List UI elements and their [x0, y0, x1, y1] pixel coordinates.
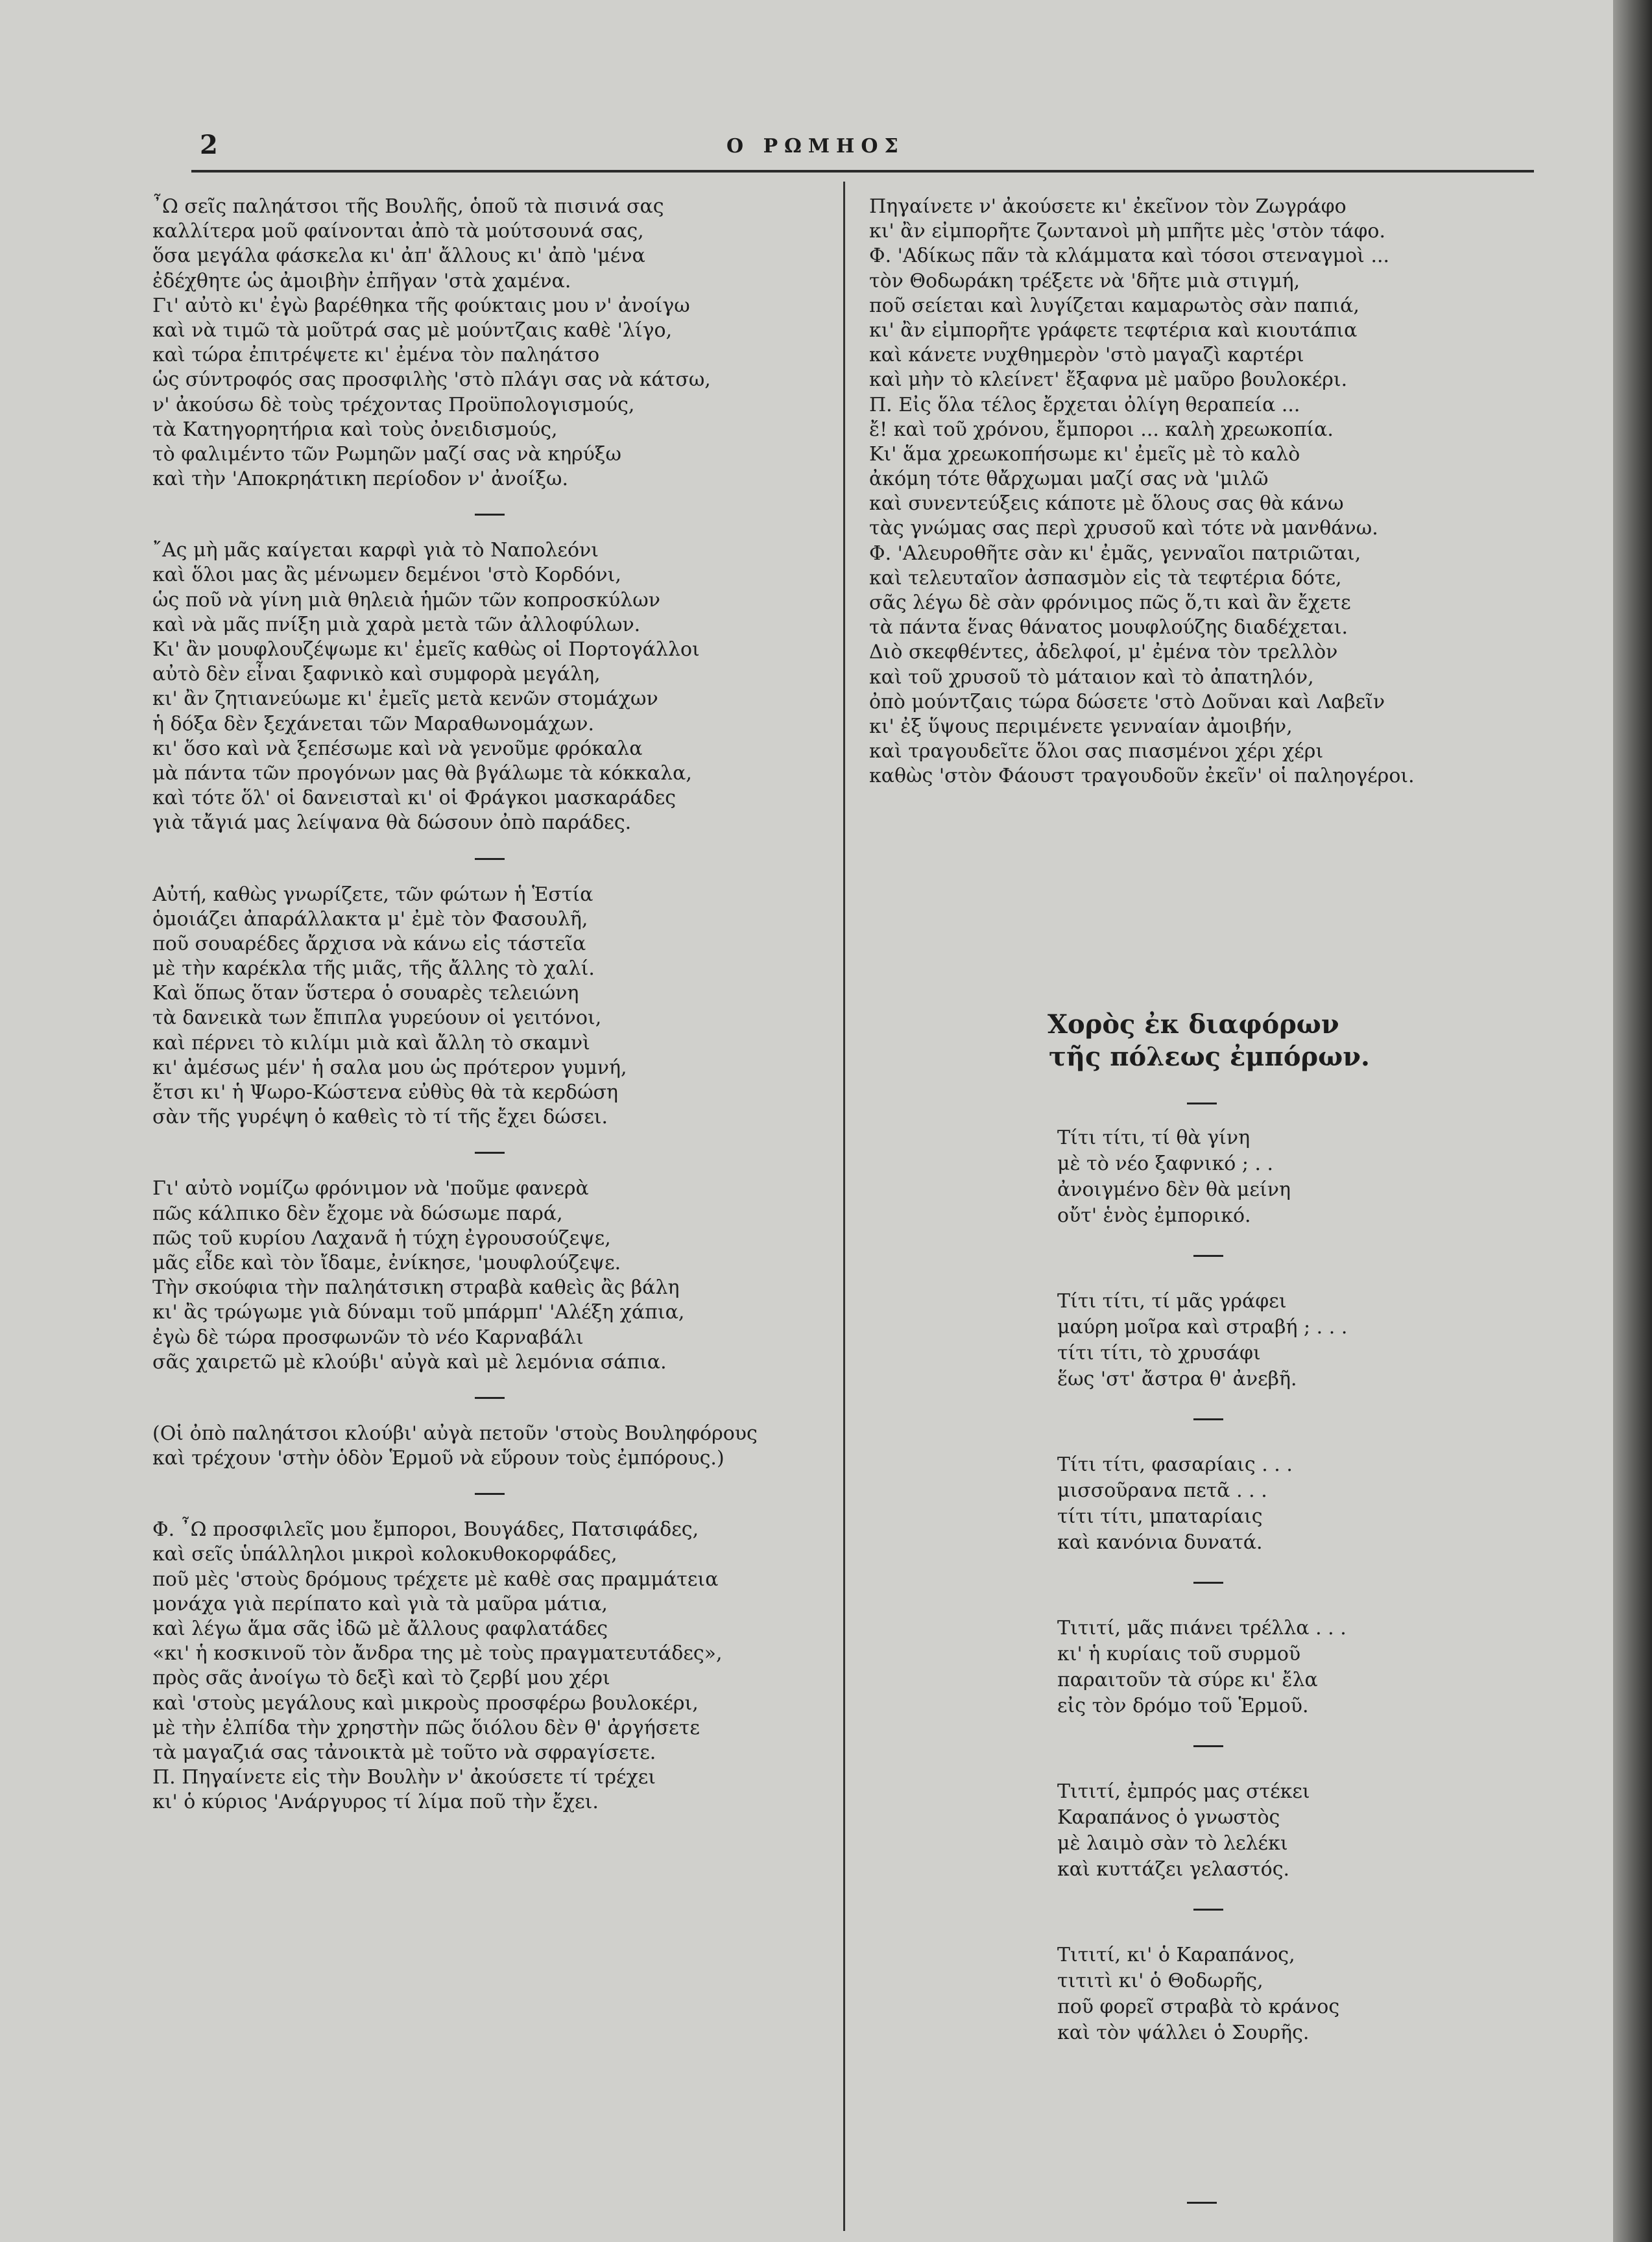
verse-line: καὶ τὴν 'Αποκρηάτικη περίοδον ν' ἀνοίξω. [152, 468, 569, 491]
verse-line: Φ. ῏Ω προσφιλεῖς μου ἔμποροι, Βουγάδες, Πατσιφάδες, [152, 1518, 699, 1542]
verse-line: πῶς κάλπικο δὲν ἔχομε νὰ δώσωμε παρά, [152, 1202, 563, 1225]
verse-line: κι' ἂς τρώγωμε γιὰ δύναμι τοῦ μπάρμπ' 'Αλέξη χάπια, [152, 1301, 685, 1324]
verse-line: Αὐτή, καθὼς γνωρίζετε, τῶν φώτων ἡ Ἑστία [152, 883, 593, 906]
verse-line: σὰν τῆς γυρέψη ὁ καθεὶς τὸ τί τῆς ἔχει δώσει. [152, 1106, 608, 1129]
verse-line: κι' ἀμέσως μέν' ἡ σαλα μου ὡς πρότερον γυμνή, [152, 1056, 627, 1079]
verse-line: ὁμοιάζει ἀπαράλλακτα μ' ἐμὲ τὸν Φασουλῆ, [152, 907, 588, 931]
verse-line: Τὴν σκούφια τὴν παληάτσικη στραβὰ καθεὶς ἂς βάλη [152, 1276, 680, 1300]
verse-line: τὸν Θοδωράκη τρέξετε νὰ 'δῆτε μιὰ στιγμή, [869, 269, 1300, 292]
chorus-line: μὲ λαιμὸ σὰν τὸ λελέκι [1057, 1832, 1288, 1855]
chorus-line: καὶ κανόνια δυνατά. [1057, 1531, 1263, 1554]
verse-line: καὶ τώρα ἐπιτρέψετε κι' ἐμένα τὸν παληάτσο [152, 344, 600, 367]
page-binding-edge [1613, 0, 1652, 2242]
verse-line: Φ. 'Αδίκως πᾶν τὰ κλάμματα καὶ τόσοι στεναγμοὶ ... [869, 244, 1390, 268]
stanza-separator [1057, 1883, 1347, 1942]
chorus-line: τίτι τίτι, τὸ χρυσάφι [1057, 1342, 1261, 1365]
verse-line: Κι' ἅμα χρεωκοπήσωμε κι' ἐμεῖς μὲ τὸ καλὸ [869, 442, 1300, 466]
chorus-line: τίτι τίτι, μπαταρίαις [1057, 1505, 1263, 1528]
verse-line: καὶ 'στοὺς μεγάλους καὶ μικροὺς προσφέρω βουλοκέρι, [152, 1691, 699, 1715]
verse-line: μονάχα γιὰ περίπατο καὶ γιὰ τὰ μαῦρα μάτια, [152, 1592, 608, 1616]
verse-line: τὰ Κατηγορητήρια καὶ τοὺς ὀνειδισμούς, [152, 418, 558, 441]
verse-line: Κι' ἂν μουφλουζέψωμε κι' ἐμεῖς καθὼς οἱ Πορτογάλλοι [152, 638, 700, 661]
verse-line: καθὼς 'στὸν Φάουστ τραγουδοῦν ἐκεῖν' οἱ παληογέροι. [869, 765, 1415, 788]
verse-line: Γι' αὐτὸ νομίζω φρόνιμον νὰ 'ποῦμε φανερὰ [152, 1177, 589, 1200]
verse-line: ἡ δόξα δὲν ξεχάνεται τῶν Μαραθωνομάχων. [152, 712, 595, 735]
verse-line: ν' ἀκούσω δὲ τοὺς τρέχοντας Προϋπολογισμούς, [152, 393, 635, 416]
chorus-heading-line-2: τῆς πόλεως ἐμπόρων. [1049, 1042, 1370, 1072]
verse-line: καὶ σεῖς ὑπάλληλοι μικροὶ κολοκυθοκορφάδες, [152, 1543, 617, 1566]
verse-line: καὶ νὰ μᾶς πνίξη μιὰ χαρὰ μετὰ τῶν ἀλλοφύλων. [152, 613, 641, 636]
chorus-line: κι' ἡ κυρίαις τοῦ συρμοῦ [1057, 1643, 1301, 1665]
verse-line: κι' ὅσο καὶ νὰ ξεπέσωμε καὶ νὰ γενοῦμε φρόκαλα [152, 737, 643, 760]
chorus-line: εἰς τὸν δρόμο τοῦ Ἑρμοῦ. [1057, 1695, 1309, 1717]
verse-line: καὶ τραγουδεῖτε ὅλοι σας πιασμένοι χέρι χέρι [869, 740, 1324, 763]
verse-line: ἔ! καὶ τοῦ χρόνου, ἔμποροι ... καλὴ χρεωκοπία. [869, 418, 1334, 441]
chorus-line: παραιτοῦν τὰ σύρε κι' ἔλα [1057, 1669, 1318, 1691]
chorus-stanza [1057, 1289, 1347, 1392]
chorus-stanza [1057, 1779, 1347, 1883]
verse-line: Γι' αὐτὸ κι' ἐγὼ βαρέθηκα τῆς φούκταις μου ν' ἀνοίγω [152, 294, 690, 317]
verse-line: ποῦ μὲς 'στοὺς δρόμους τρέχετε μὲ καθὲ σας πραμμάτεια [152, 1568, 719, 1591]
verse-line: «κι' ἡ κοσκινοῦ τὸν ἄνδρα της μὲ τοὺς πραγματευτάδες», [152, 1642, 723, 1665]
newspaper-title: Ο ΡΩΜΗΟΣ [726, 135, 905, 158]
verse-line: καὶ συνεντεύξεις κάποτε μὲ ὅλους σας θὰ κάνω [869, 492, 1344, 516]
stanza-separator [1057, 1229, 1347, 1289]
verse-line: πῶς τοῦ κυρίου Λαχανᾶ ἡ τύχη ἐγρουσούζεψε, [152, 1226, 611, 1250]
verse-line: ὡς σύντροφός σας προσφιλὴς 'στὸ πλάγι σας νὰ κάτσω, [152, 368, 711, 392]
verse-line: κι' ὁ κύριος 'Ανάργυρος τί λίμα ποῦ τὴν ἔχει. [152, 1791, 599, 1814]
verse-line: καλλίτερα μοῦ φαίνονται ἀπὸ τὰ μούτσουνά σας, [152, 220, 644, 243]
verse-line: ἐγὼ δὲ τώρα προσφωνῶν τὸ νέο Καρναβάλι [152, 1326, 584, 1349]
verse-line: ὅσα μεγάλα φάσκελα κι' ἀπ' ἄλλους κι' ἀπὸ 'μένα [152, 244, 645, 268]
column-divider [843, 182, 845, 2231]
verse-line: τὰ πάντα ἕνας θάνατος μουφλούζης διαδέχεται. [869, 616, 1348, 639]
chorus-line: μαύρη μοῖρα καὶ στραβή ; . . . [1057, 1316, 1348, 1339]
verse-line: ὡς ποῦ νὰ γίνη μιὰ θηλειὰ ἡμῶν τῶν κοπροσκύλων [152, 588, 660, 612]
verse-line: Π. Πηγαίνετε εἰς τὴν Βουλὴν ν' ἀκούσετε τί τρέχει [152, 1766, 656, 1789]
verse-line: τὰ δανεικὰ των ἔπιπλα γυρεύουν οἱ γειτόνοι, [152, 1007, 602, 1030]
section-separator [1187, 2202, 1217, 2204]
chorus-line: Τιτιτί, μᾶς πιάνει τρέλλα . . . [1057, 1617, 1347, 1640]
verse-line: ῎Ας μὴ μᾶς καίγεται καρφὶ γιὰ τὸ Ναπολεόνι [152, 539, 599, 562]
verse-line: τὰς γνώμας σας περὶ χρυσοῦ καὶ τότε νὰ μανθάνω. [869, 517, 1378, 540]
chorus-line: τιτιτὶ κι' ὁ Θοδωρῆς, [1057, 1970, 1263, 1992]
verse-line: καὶ νὰ τιμῶ τὰ μοῦτρά σας μὲ μούντζαις καθὲ 'λίγο, [152, 318, 673, 342]
section-separator [152, 492, 830, 538]
verse-line: κι' ἂν εἰμπορῆτε γράφετε τεφτέρια καὶ κιουτάπια [869, 318, 1358, 342]
verse-line: ὀπὸ μούντζαις τώρα δώσετε 'στὸ Δοῦναι καὶ Λαβεῖν [869, 690, 1385, 713]
chorus-heading-line-1: Χορὸς ἐκ διαφόρων [1047, 1009, 1339, 1040]
verse-line: καὶ τότε ὅλ' οἱ δανεισταὶ κι' οἱ Φράγκοι μασκαράδες [152, 787, 676, 810]
chorus-heading [1047, 1008, 1370, 1073]
chorus-line: Τίτι τίτι, φασαρίαις . . . [1057, 1453, 1293, 1476]
verse-line: κι' ἂν ζητιανεύωμε κι' ἐμεῖς μετὰ κενῶν στομάχων [152, 687, 658, 711]
verse-line: μὲ τὴν ἐλπίδα τὴν χρηστὴν πῶς ὅιόλου δὲν θ' ἀργήσετε [152, 1716, 700, 1739]
verse-line: αὐτὸ δὲν εἶναι ξαφνικὸ καὶ συμφορὰ μεγάλη, [152, 663, 601, 686]
verse-line: μᾶς εἶδε καὶ τὸν ἴδαμε, ἐνίκησε, 'μουφλούζεψε. [152, 1251, 621, 1274]
verse-line: ἔτσι κι' ἡ Ψωρο-Κώστενα εὐθὺς θὰ τὰ κερδώση [152, 1081, 618, 1104]
chorus-stanza [1057, 1942, 1347, 2046]
verse-line: καὶ κάνετε νυχθημερὸν 'στὸ μαγαζὶ καρτέρι [869, 344, 1304, 367]
section-separator [152, 1375, 830, 1422]
verse-line: κι' ἐξ ὕψους περιμένετε γενναίαν ἀμοιβήν, [869, 715, 1293, 738]
verse-line: ποῦ σείεται καὶ λυγίζεται καμαρωτὸς σὰν παπιά, [869, 294, 1359, 317]
verse-line: Π. Εἰς ὅλα τέλος ἔρχεται ὀλίγη θεραπεία ... [869, 393, 1300, 416]
chorus-line: ἕως 'στ' ἄστρα θ' ἀνεβῆ. [1057, 1368, 1297, 1390]
verse-line: τὸ φαλιμέντο τῶν Ρωμηῶν μαζί σας νὰ κηρύξω [152, 442, 621, 466]
verse-line: καὶ τρέχουν 'στὴν ὁδὸν Ἑρμοῦ νὰ εὕρουν τοὺς ἐμπόρους.) [152, 1447, 724, 1470]
chorus-stanza [1057, 1452, 1347, 1556]
chorus-line: Τιτιτί, ἐμπρός μας στέκει [1057, 1780, 1310, 1803]
verse-line: σᾶς χαιρετῶ μὲ κλούβι' αὐγὰ καὶ μὲ λεμόνια σάπια. [152, 1350, 667, 1374]
chorus-line: καὶ τὸν ψάλλει ὁ Σουρῆς. [1057, 2021, 1310, 2044]
verse-line: μὲ τὴν καρέκλα τῆς μιᾶς, τῆς ἄλλης τὸ χαλί. [152, 957, 595, 981]
chorus-stanzas [1057, 1125, 1347, 2046]
chorus-line: μὲ τὸ νέο ξαφνικό ; . . [1057, 1152, 1274, 1175]
section-separator [152, 1130, 830, 1176]
section-separator [1187, 1103, 1217, 1104]
verse-line: καὶ μὴν τὸ κλείνετ' ἔξαφνα μὲ μαῦρο βουλοκέρι. [869, 368, 1348, 392]
verse-line: καὶ λέγω ἅμα σᾶς ἰδῶ μὲ ἄλλους φαφλατάδες [152, 1617, 608, 1640]
verse-line: Φ. 'Αλευροθῆτε σὰν κι' ἐμᾶς, γενναῖοι πατριῶται, [869, 542, 1361, 565]
chorus-line: Τιτιτί, κι' ὁ Καραπάνος, [1057, 1944, 1295, 1966]
left-column [152, 195, 830, 1815]
verse-line: Διὸ σκεφθέντες, ἀδελφοί, μ' ἐμένα τὸν τρελλὸν [869, 641, 1338, 664]
chorus-stanza [1057, 1616, 1347, 1719]
right-column [869, 195, 1492, 789]
verse-line: ποῦ σουαρέδες ἄρχισα νὰ κάνω εἰς τάστεῖα [152, 932, 586, 955]
stanza-separator [1057, 1719, 1347, 1779]
section-separator [152, 836, 830, 883]
page-number: 2 [200, 130, 218, 160]
verse-line: ἀκόμη τότε θἄρχωμαι μαζί σας νὰ 'μιλῶ [869, 468, 1269, 491]
section-separator [152, 1471, 830, 1518]
verse-line: καὶ πέρνει τὸ κιλίμι μιὰ καὶ ἄλλη τὸ σκαμνὶ [152, 1031, 590, 1055]
chorus-line: Τίτι τίτι, τί μᾶς γράφει [1057, 1290, 1287, 1313]
verse-line: ἐδέχθητε ὡς ἀμοιβὴν ἐπῆγαν 'στὰ χαμένα. [152, 269, 571, 292]
chorus-line: οὔτ' ἑνὸς ἐμπορικό. [1057, 1204, 1251, 1227]
verse-line: Καὶ ὅπως ὅταν ὕστερα ὁ σουαρὲς τελειώνη [152, 982, 579, 1005]
verse-line: Πηγαίνετε ν' ἀκούσετε κι' ἐκεῖνον τὸν Ζωγράφο [869, 195, 1347, 218]
header-rule [191, 170, 1534, 173]
chorus-line: μισσοῦρανα πετᾶ . . . [1057, 1479, 1267, 1502]
verse-line: τὰ μαγαζιά σας τἀνοικτὰ μὲ τοῦτο νὰ σφραγίσετε. [152, 1741, 656, 1764]
verse-line: (Οἱ ὀπὸ παληάτσοι κλούβι' αὐγὰ πετοῦν 'στοὺς Βουληφόρους [152, 1422, 758, 1445]
verse-line: καὶ ὅλοι μας ἂς μένωμεν δεμένοι 'στὸ Κορδόνι, [152, 564, 621, 587]
verse-line: μὰ πάντα τῶν προγόνων μας θὰ βγάλωμε τὰ κόκκαλα, [152, 761, 692, 785]
chorus-line: ποῦ φορεῖ στραβὰ τὸ κράνος [1057, 1996, 1340, 2018]
chorus-line: Καραπάνος ὁ γνωστὸς [1057, 1806, 1280, 1829]
verse-line: σᾶς λέγω δὲ σὰν φρόνιμος πῶς ὅ,τι καὶ ἂν ἔχετε [869, 591, 1351, 614]
verse-line: κι' ἂν εἰμπορῆτε ζωντανοὶ μὴ μπῆτε μὲς 'στὸν τάφο. [869, 220, 1386, 243]
chorus-line: καὶ κυττάζει γελαστός. [1057, 1858, 1290, 1881]
chorus-stanza [1057, 1125, 1347, 1229]
stanza-separator [1057, 1556, 1347, 1616]
verse-line: ῏Ω σεῖς παληάτσοι τῆς Βουλῆς, ὁποῦ τὰ πισινά σας [152, 195, 664, 218]
stanza-separator [1057, 1392, 1347, 1452]
chorus-line: ἀνοιγμένο δὲν θὰ μείνη [1057, 1178, 1291, 1201]
chorus-line: Τίτι τίτι, τί θὰ γίνη [1057, 1127, 1251, 1149]
verse-line: γιὰ τἄγιά μας λείψανα θὰ δώσουν ὀπὸ παράδες. [152, 811, 632, 835]
verse-line: καὶ τοῦ χρυσοῦ τὸ μάταιον καὶ τὸ ἀπατηλόν, [869, 665, 1314, 689]
verse-line: καὶ τελευταῖον ἀσπασμὸν εἰς τὰ τεφτέρια δότε, [869, 566, 1342, 590]
verse-line: πρὸς σᾶς ἀνοίγω τὸ δεξὶ καὶ τὸ ζερβί μου χέρι [152, 1667, 610, 1690]
